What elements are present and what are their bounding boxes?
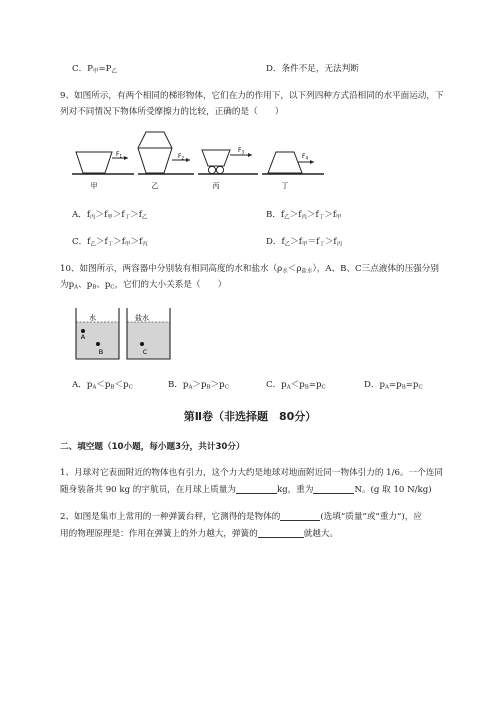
block-bing: [202, 150, 230, 166]
q9-option-c: C．$f_乙>f_丁>f_甲>f_丙$: [72, 237, 148, 248]
q10-containers-figure: [73, 306, 173, 362]
answer-blank-weight[interactable]: [313, 484, 354, 494]
q9-option-a: A．$f_丙>f_甲>f_丁>f_乙$: [72, 210, 148, 221]
fill-q1-line2: 随身装备共 90 kg 的宇航员，在月球上质量为 kg，重为 N。(g 取 10 N/kg): [60, 485, 432, 495]
force-f1-label: $F_1$: [116, 151, 122, 159]
block-ding: [268, 152, 302, 173]
q10-option-c: C．$p_A<p_B=p_C$: [266, 380, 326, 391]
label-jia: 甲: [90, 182, 98, 190]
block-jia: [76, 152, 112, 173]
label-bing: 丙: [212, 182, 220, 190]
point-b-label: B: [98, 348, 104, 356]
q9-friction-figure: [72, 128, 332, 196]
fill-q2-line2: 用的物理原理是：作用在弹簧上的外力越大，弹簧的 就越大。: [60, 529, 339, 539]
q9-stem-line1: 9、如图所示，有两个相同的梯形物体，它们在力的作用下，以下列四种方式沿相同的水平面运动，下: [60, 91, 444, 101]
label-ding: 丁: [281, 182, 289, 190]
answer-blank-principle[interactable]: [258, 528, 304, 538]
q8-option-d: D．条件不足，无法判断: [266, 64, 359, 74]
water-label: 水: [89, 314, 96, 322]
answer-blank-quantity[interactable]: [280, 511, 320, 521]
q10-option-b: B．$p_A>p_B>p_C$: [168, 380, 229, 391]
q10-stem-line1: 10、如图所示，两容器中分别装有相同高度的水和盐水$(\rho_水<\rho_{盐水})$，A、B、C三点液体的压强分别: [60, 264, 439, 275]
q8-option-c: C．$P_甲=P_乙$: [72, 64, 117, 75]
force-f2-label: $F_2$: [178, 153, 184, 161]
q10-option-a: A．$p_A<p_B<p_C$: [72, 380, 133, 391]
force-f3-label: $F_3$: [238, 147, 244, 155]
point-a-label: A: [80, 333, 86, 341]
section2-heading: 二、填空题（10小题，每小题3分，共计30分）: [60, 442, 245, 452]
force-f4-label: $F_4$: [302, 153, 308, 161]
q9-stem-line2: 列对不同情况下物体所受摩擦力的比较，正确的是（ ）: [60, 107, 284, 117]
q9-option-d: D．$f_乙>f_甲=f_丁>f_丙$: [266, 237, 343, 248]
q9-option-b: B．$f_乙>f_丙>f_丁>f_甲$: [266, 210, 342, 221]
part2-title: 第Ⅱ卷（非选择题 80分）: [183, 410, 317, 423]
fill-q2-line1: 2、如图是集市上常用的一种弹簧台秤，它测得的是物体的 (选填“质量”或“重力”)，应: [60, 512, 422, 522]
q10-stem-line2: 为$p_A$、$p_B$、$p_C$，它们的大小关系是（ ）: [60, 280, 227, 291]
block-yi: [138, 132, 172, 173]
point-c-label: C: [142, 348, 148, 356]
label-yi: 乙: [151, 182, 159, 190]
q10-option-d: D．$p_A=p_B=p_C$: [364, 380, 423, 391]
salt-water-label: 盐水: [135, 314, 149, 322]
answer-blank-mass[interactable]: [236, 484, 277, 494]
fill-q1-line1: 1、月球对它表面附近的物体也有引力，这个力大约是地球对地面附近同一物体引力的 1/6。一个连同: [60, 468, 443, 478]
